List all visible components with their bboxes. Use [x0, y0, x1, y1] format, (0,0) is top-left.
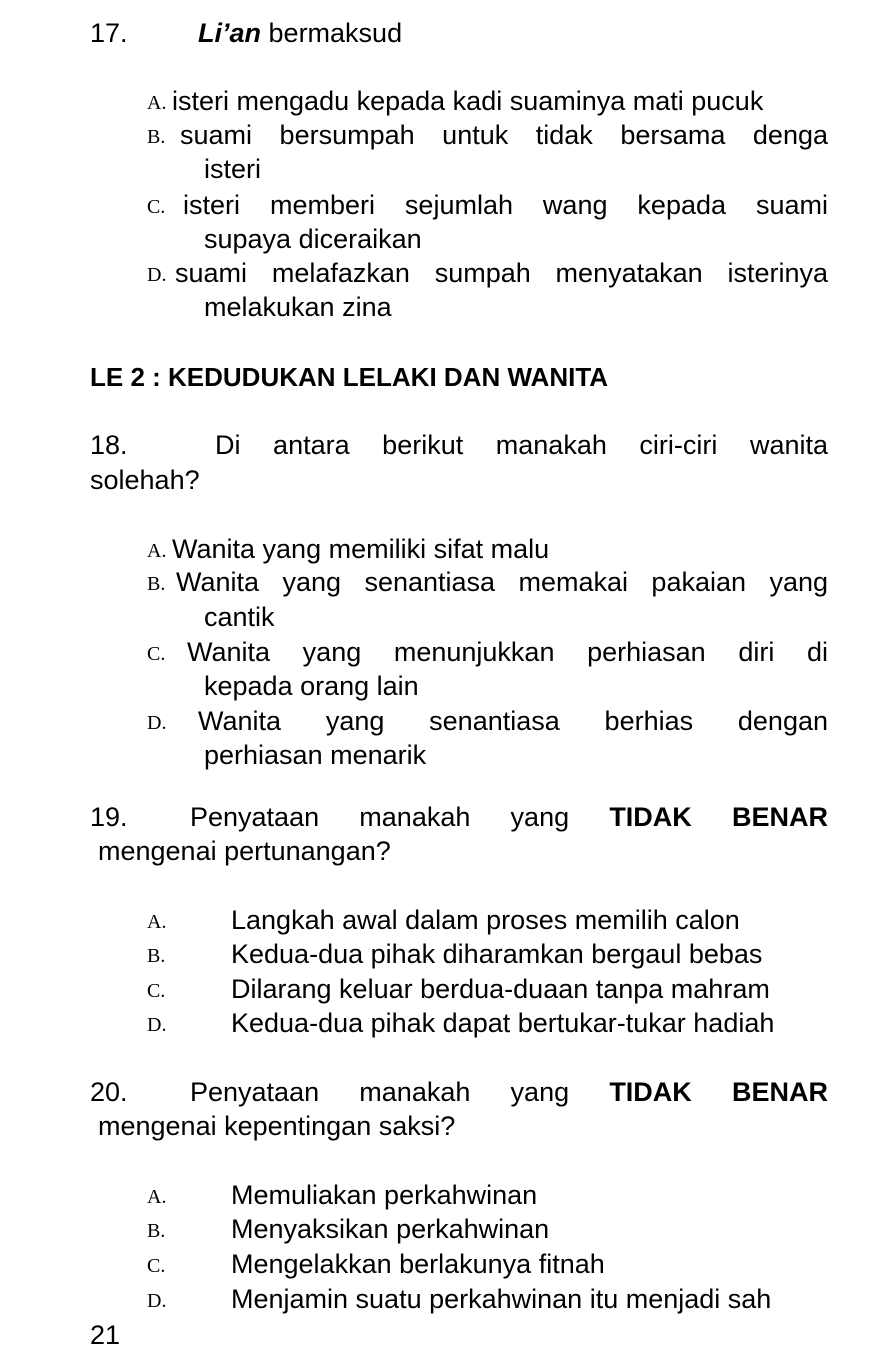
- option-text: Memuliakan perkahwinan: [231, 1180, 538, 1210]
- question-stem-continued: mengenai pertunangan?: [98, 836, 391, 866]
- option-text: suami melafazkan sumpah menyatakan isterinya: [175, 258, 828, 288]
- option-letter: C.: [147, 980, 166, 1002]
- question-stem: Di antara berikut manakah ciri-ciri wanita: [215, 430, 828, 460]
- question-stem: [190, 800, 828, 834]
- option-letter: C.: [147, 1255, 166, 1277]
- option-text: isteri mengadu kepada kadi suaminya mati pucuk: [172, 86, 764, 116]
- emphasis-text: TIDAK BENAR: [609, 802, 828, 832]
- option-text: Langkah awal dalam proses memilih calon: [231, 905, 740, 935]
- option-text-continued: supaya diceraikan: [204, 224, 422, 254]
- question-number: 17.: [90, 18, 128, 48]
- option-text: Menyaksikan perkahwinan: [231, 1214, 550, 1244]
- option-letter: B.: [147, 1220, 166, 1242]
- option-letter: D.: [147, 1014, 167, 1036]
- option-text: Kedua-dua pihak dapat bertukar-tukar hadiah: [231, 1008, 775, 1038]
- question-stem-text: Penyataan manakah yang: [190, 1077, 570, 1107]
- option-text: Wanita yang senantiasa berhias dengan: [198, 706, 828, 736]
- option-text: isteri memberi sejumlah wang kepada suami: [183, 190, 828, 220]
- option-text: Wanita yang menunjukkan perhiasan diri di: [187, 637, 828, 667]
- section-title: LE 2 : KEDUDUKAN LELAKI DAN WANITA: [90, 362, 609, 392]
- option-text: Mengelakkan berlakunya fitnah: [231, 1249, 605, 1279]
- option-letter: B.: [147, 945, 166, 967]
- option-letter: B.: [147, 573, 166, 595]
- option-letter: C.: [147, 643, 166, 665]
- option-letter: D.: [147, 264, 167, 286]
- question-number: 20.: [90, 1077, 128, 1107]
- option-text-continued: melakukan zina: [204, 292, 392, 322]
- question-stem-text: Penyataan manakah yang: [190, 802, 570, 832]
- option-text: suami bersumpah untuk tidak bersama denga: [180, 120, 828, 150]
- question-stem-continued: solehah?: [90, 465, 200, 495]
- option-text: Kedua-dua pihak diharamkan bergaul bebas: [231, 939, 763, 969]
- option-text: Wanita yang senantiasa memakai pakaian yang: [176, 567, 828, 597]
- option-text-continued: kepada orang lain: [204, 671, 419, 701]
- question-stem-text: bermaksud: [268, 18, 403, 48]
- emphasis-text: TIDAK BENAR: [609, 1077, 828, 1107]
- option-letter: C.: [147, 196, 166, 218]
- option-letter: A.: [147, 540, 167, 562]
- option-letter: B.: [147, 126, 166, 148]
- option-letter: D.: [147, 1290, 167, 1312]
- option-text: Menjamin suatu perkahwinan itu menjadi sah: [231, 1284, 772, 1314]
- question-number: 19.: [90, 802, 128, 832]
- question-number: 18.: [90, 430, 128, 460]
- option-text: Dilarang keluar berdua-duaan tanpa mahram: [231, 974, 770, 1004]
- option-letter: A.: [147, 1186, 167, 1208]
- option-text-continued: cantik: [204, 602, 275, 632]
- option-letter: D.: [147, 712, 167, 734]
- question-stem-continued: mengenai kepentingan saksi?: [98, 1111, 456, 1141]
- option-text-continued: isteri: [204, 154, 262, 184]
- question-number: 21: [90, 1320, 121, 1350]
- question-stem: [198, 16, 402, 50]
- option-text: Wanita yang memiliki sifat malu: [172, 534, 550, 564]
- question-term: Li’an: [198, 18, 262, 48]
- option-letter: A.: [147, 92, 167, 114]
- option-letter: A.: [147, 911, 167, 933]
- question-stem: [190, 1075, 828, 1109]
- option-text-continued: perhiasan menarik: [204, 740, 427, 770]
